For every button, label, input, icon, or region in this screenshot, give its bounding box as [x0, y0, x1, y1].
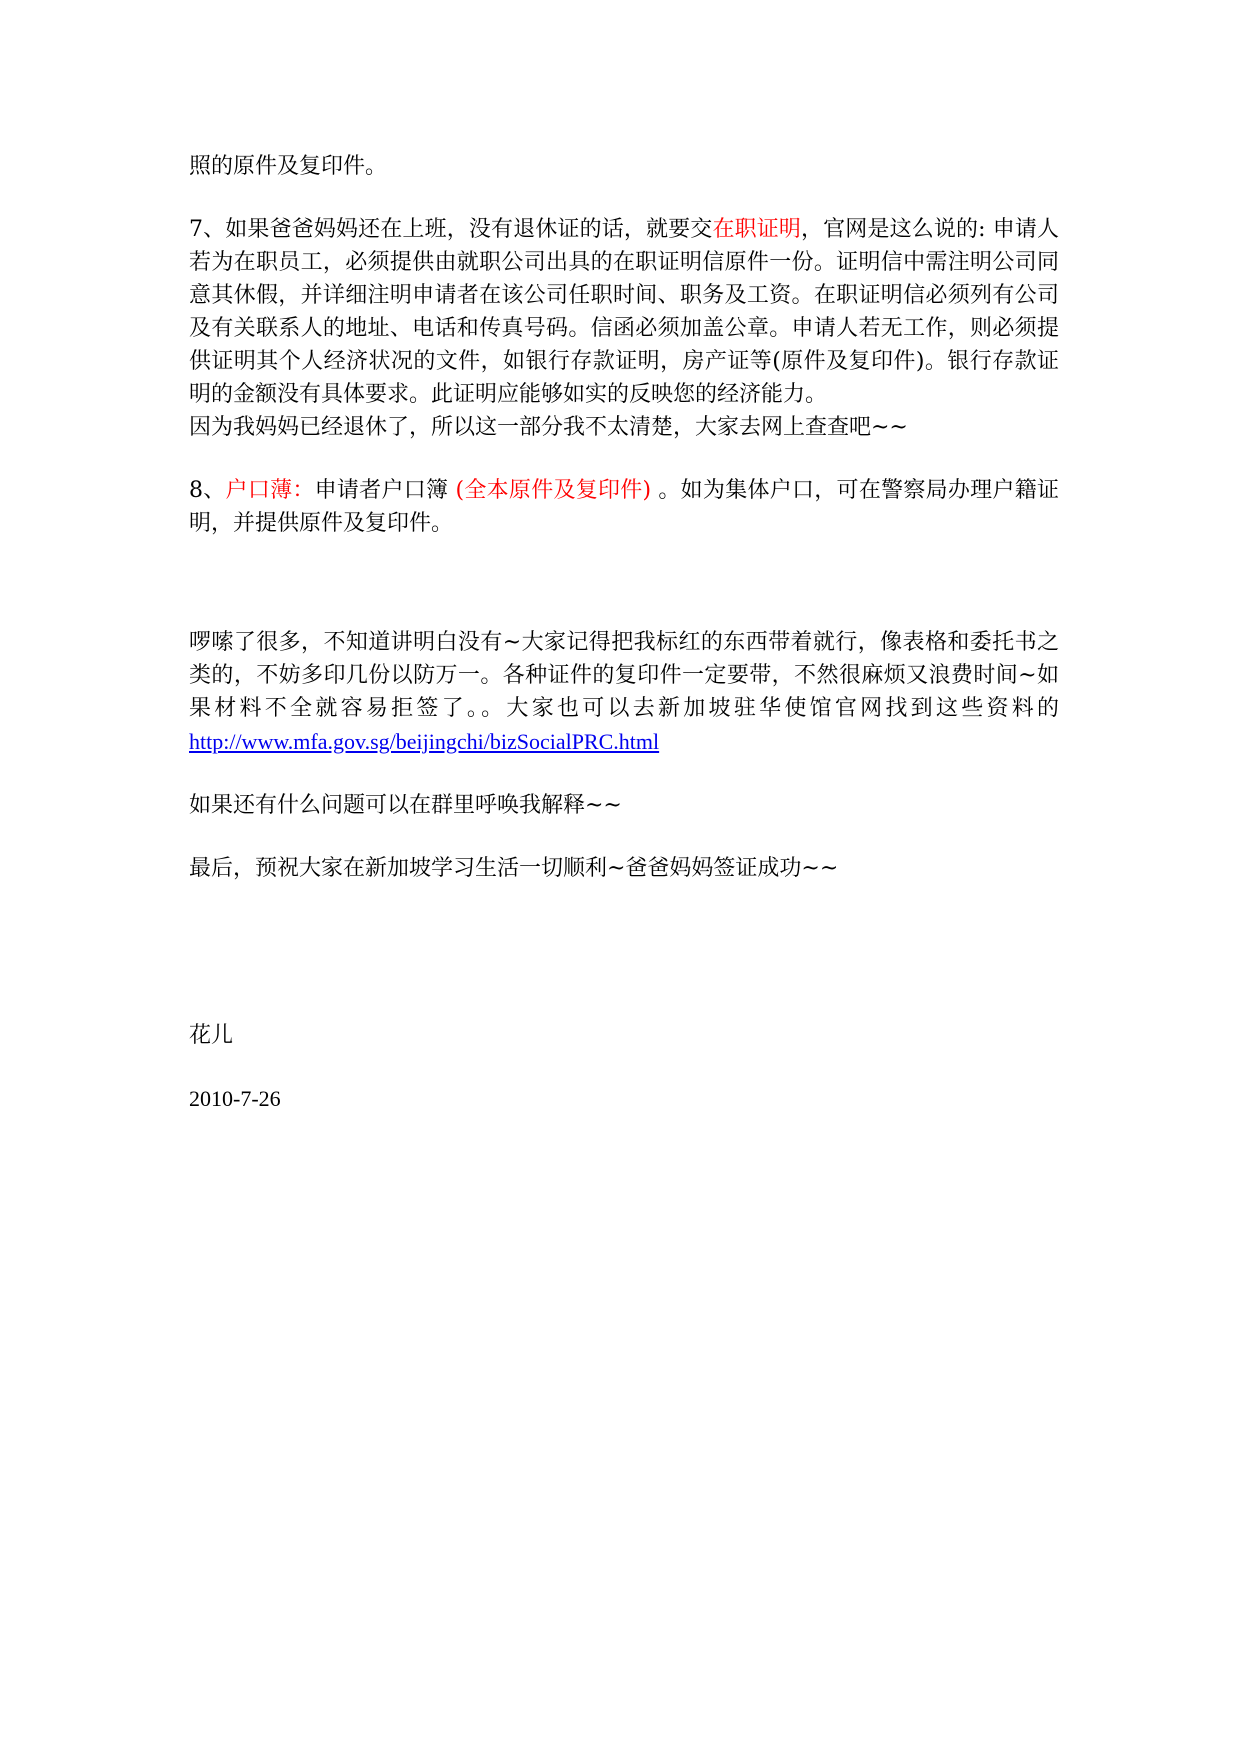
item-8-number: 8、	[189, 478, 226, 503]
item-8-rest: 。如为集体户口，可在警察局办理户籍证明，并提供原件及复印件。	[189, 478, 1059, 536]
continuation-paragraph: 照的原件及复印件。	[189, 154, 388, 179]
summary-paragraph	[189, 626, 1059, 759]
embassy-website-link[interactable]: http://www.mfa.gov.sg/beijingchi/bizSocialPRC.html	[189, 729, 660, 754]
item-8-highlight-scope: (全本原件及复印件)	[455, 478, 652, 503]
item-7	[189, 213, 1059, 444]
item-8-highlight-title: 户口薄：	[225, 478, 315, 503]
document-body	[189, 150, 1059, 1115]
date: 2010-7-26	[189, 1086, 281, 1111]
item-7-paragraph	[189, 213, 1059, 411]
item-7-highlight: 在职证明	[712, 217, 802, 242]
item-7-note: 因为我妈妈已经退休了，所以这一部分我不太清楚，大家去网上查查吧~~	[189, 415, 908, 440]
item-8-paragraph	[189, 474, 1059, 540]
questions-paragraph: 如果还有什么问题可以在群里呼唤我解释~~	[189, 793, 622, 818]
summary-text: 啰嗦了很多，不知道讲明白没有~大家记得把我标红的东西带着就行，像表格和委托书之类的，不妨多印几份以防万一。各种证件的复印件一定要带，不然很麻烦又浪费时间~如果材料不全就容易拒签了。。大家也可以去新加坡驻华使馆官网找到这些资料的	[189, 630, 1059, 721]
signature: 花儿	[189, 1023, 234, 1048]
closing-paragraph: 最后，预祝大家在新加坡学习生活一切顺利~爸爸妈妈签证成功~~	[189, 856, 839, 881]
item-7-rest: ，官网是这么说的: 申请人若为在职员工，必须提供由就职公司出具的在职证明信原件一份。证明信中需注明公司同意其休假，并详细注明申请者在该公司任职时间、职务及工资。在职证明信必须列有公司及有关联系人的地址、电话和传真号码。信函必须加盖公章。申请人若无工作，则必须提供证明其个人经济状况的文件，如银行存款证明，房产证等(原件及复印件)。银行存款证明的金额没有具体要求。此证明应能够如实的反映您的经济能力。	[189, 217, 1059, 407]
item-7-prefix: 7、如果爸爸妈妈还在上班，没有退休证的话，就要交	[189, 217, 713, 242]
item-8-middle: 申请者户口簿	[314, 478, 449, 503]
